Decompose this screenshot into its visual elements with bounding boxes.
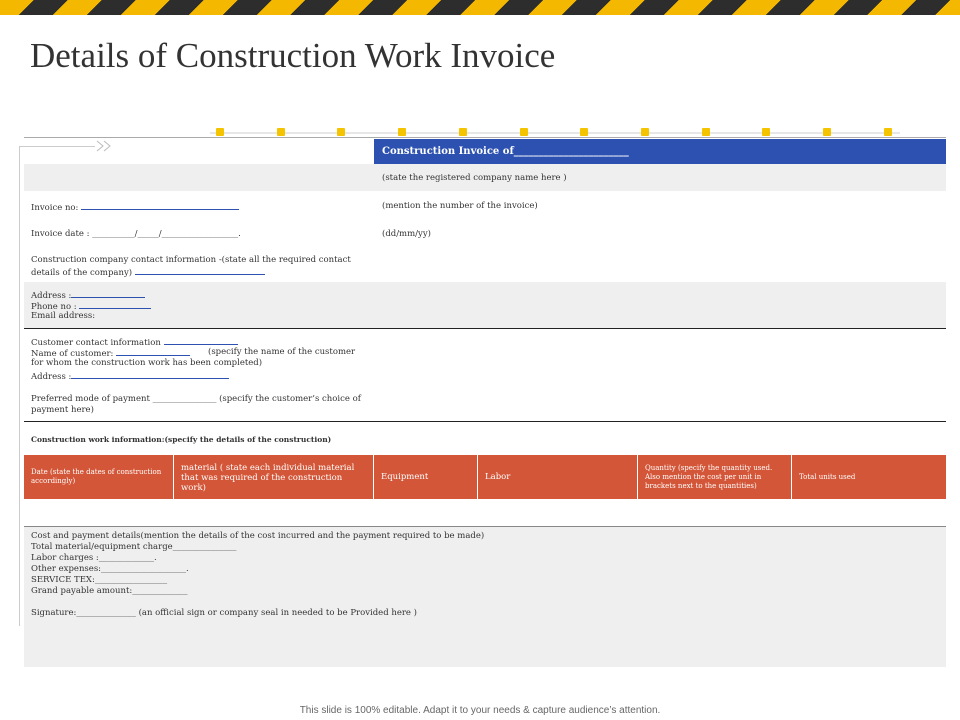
address-label: Address : <box>31 291 72 301</box>
signature-line[interactable]: Signature:______________ (an official sign or company seal in needed to be Provided here ) <box>31 608 417 618</box>
decorative-dot <box>216 128 224 136</box>
payment-mode-field[interactable] <box>31 394 361 416</box>
decorative-dotted-line <box>210 131 900 135</box>
section-divider <box>24 328 946 329</box>
payment-mode-hint: (specify the customer’s choice of payment here) <box>31 394 361 415</box>
company-contact-info: Construction company contact information -(state all the required contact details of the company) <box>31 255 351 278</box>
customer-contact-blank[interactable] <box>164 336 238 345</box>
decorative-dot <box>277 128 285 136</box>
decorative-dot <box>823 128 831 136</box>
decorative-dot <box>884 128 892 136</box>
decorative-dot <box>580 128 588 136</box>
decorative-dot <box>398 128 406 136</box>
contact-details-band <box>24 282 946 328</box>
side-bracket-line <box>19 146 20 626</box>
column-material: material ( state each individual material that was required of the construction work) <box>174 455 374 499</box>
customer-address-blank[interactable] <box>71 370 229 379</box>
column-equipment: Equipment <box>374 455 478 499</box>
column-total-units: Total units used <box>799 472 856 481</box>
work-info-heading: Construction work information:(specify the details of the construction) <box>31 435 332 444</box>
invoice-no-hint: (mention the number of the invoice) <box>382 201 538 211</box>
decorative-dot <box>762 128 770 136</box>
decorative-dot <box>337 128 345 136</box>
column-date: Date (state the dates of construction accordingly) <box>24 455 174 499</box>
payment-line[interactable]: Total material/equipment charge_______________ <box>31 542 237 552</box>
customer-address-field[interactable] <box>31 370 229 383</box>
work-table-header <box>24 455 946 499</box>
phone-blank[interactable] <box>79 300 151 309</box>
invoice-date-hint: (dd/mm/yy) <box>382 229 431 239</box>
section-divider <box>24 421 946 422</box>
payment-details-block <box>31 531 484 619</box>
invoice-header: Construction Invoice of_______________________ <box>374 139 946 164</box>
payment-line[interactable]: Grand payable amount:_____________ <box>31 586 188 596</box>
email-field[interactable]: Email address: <box>31 311 96 321</box>
side-bracket-top <box>19 146 95 147</box>
invoice-no-label: Invoice no: <box>31 203 79 213</box>
phone-label: Phone no : <box>31 302 77 312</box>
customer-address-label: Address : <box>31 372 72 382</box>
invoice-no-field[interactable] <box>31 201 239 214</box>
footer-note: This slide is 100% editable. Adapt it to your needs & capture audience’s attention. <box>299 705 661 716</box>
double-chevron-icon <box>95 140 115 152</box>
decorative-dot <box>641 128 649 136</box>
payment-line[interactable]: Other expenses:____________________. <box>31 564 189 574</box>
payment-line[interactable]: SERVICE TEX:_________________ <box>31 575 168 585</box>
address-blank[interactable] <box>71 289 145 298</box>
page-title: Details of Construction Work Invoice <box>30 36 556 75</box>
hazard-stripe-bar <box>0 0 960 15</box>
decorative-dot <box>459 128 467 136</box>
company-contact-blank[interactable] <box>135 266 265 275</box>
decorative-dot <box>702 128 710 136</box>
company-name-hint: (state the registered company name here ) <box>382 173 567 183</box>
payment-line: Cost and payment details(mention the details of the cost incurred and the payment required to be made) <box>31 531 485 541</box>
customer-name-hint: (specify the name of the customer for whom the construction work has been completed) <box>31 347 356 368</box>
column-quantity: Quantity (specify the quantity used. Also mention the cost per unit in brackets next to the quantities) <box>638 455 792 499</box>
section-divider <box>24 526 946 527</box>
invoice-date-field[interactable]: Invoice date : __________/_____/__________________. <box>31 229 241 239</box>
top-divider <box>24 137 946 138</box>
invoice-no-blank[interactable] <box>81 201 239 210</box>
payment-mode-label: Preferred mode of payment _______________ <box>31 394 217 404</box>
column-labor: Labor <box>478 455 638 499</box>
payment-line[interactable]: Labor charges :_____________. <box>31 553 157 563</box>
customer-contact-label: Customer contact information <box>31 338 161 348</box>
decorative-dot <box>520 128 528 136</box>
customer-name-label: Name of customer: <box>31 349 114 359</box>
